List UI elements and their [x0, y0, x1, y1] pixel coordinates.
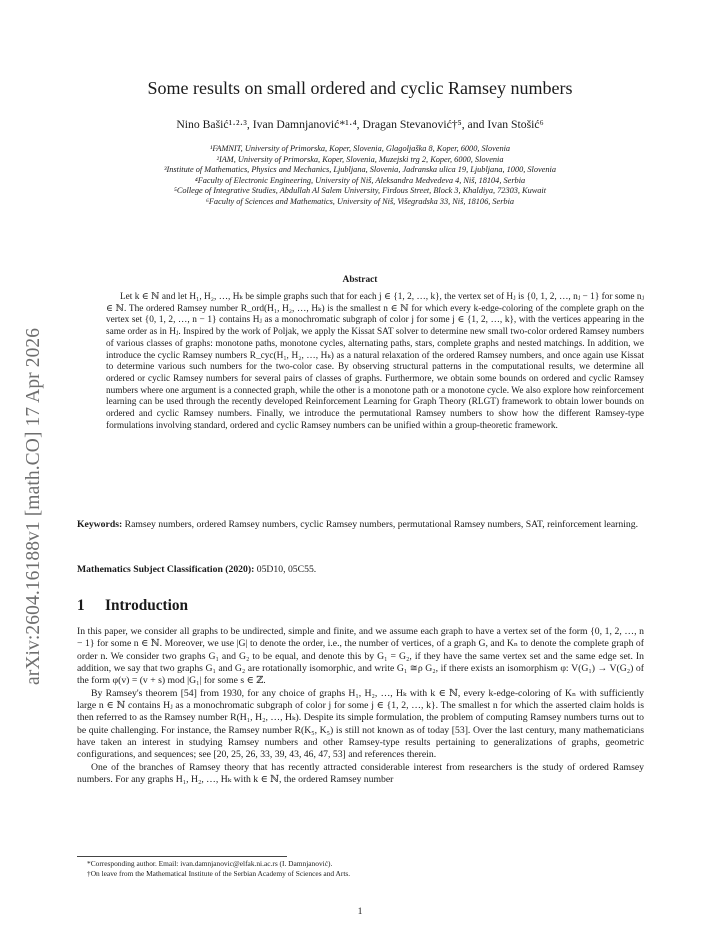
footnote: †On leave from the Mathematical Institute of the Serbian Academy of Sciences and Arts.: [87, 869, 351, 878]
paragraph: By Ramsey's theorem [54] from 1930, for any choice of graphs H₁, H₂, …, Hₖ with k ∈ ℕ, every k-edge-coloring of Kₙ with sufficiently large n ∈ ℕ contains Hⱼ as a monochromatic subgraph of color j for some j ∈ {1, 2, …, k}. The smallest n for which the asserted claim holds is then referred to as the Ramsey number R(H₁, H₂, …, Hₖ). Despite its simple formulation, the problem of computing Ramsey numbers turns out to be quite challenging. For instance, the Ramsey number R(K₅, K₅) is still not known as of today [53]. Over the last century, many mathematicians have taken an interest in studying Ramsey numbers and other Ramsey-type results pertaining to generalizations of graphs, geometric configurations, and sequences; see [20, 25, 26, 33, 39, 43, 46, 47, 53] and references therein.: [77, 687, 644, 761]
msc-label: Mathematics Subject Classification (2020):: [77, 564, 255, 575]
msc-classification: [77, 564, 644, 575]
section-number: 1: [77, 597, 85, 614]
section-title: Introduction: [105, 597, 189, 614]
footnote: *Corresponding author. Email: ivan.damnjanovic@elfak.ni.ac.rs (I. Damnjanović).: [87, 859, 333, 868]
footnotes: [87, 859, 644, 879]
affiliation-6: ⁶Faculty of Sciences and Mathematics, University of Niš, Višegradska 33, Niš, 18106, Serbia: [205, 196, 515, 206]
paper-title: Some results on small ordered and cyclic Ramsey numbers: [147, 78, 573, 98]
paragraph: In this paper, we consider all graphs to be undirected, simple and finite, and we assume each graph to have a vertex set of the form {0, 1, 2, …, n − 1} for some n ∈ ℕ. Moreover, we use |G| to denote the order, i.e., the number of vertices, of a graph G, and Kₙ to denote the complete graph of order n. We consider two graphs G₁ and G₂ to be equal, and denote this by G₁ = G₂, if they have the same vertex set and the same edge set. In addition, we say that two graphs G₁ and G₂ are rotationally isomorphic, and write G₁ ≅ρ G₂, if there exists an isomorphism φ: V(G₁) → V(G₂) of the form φ(v) = (v + s) mod |G₁| for some s ∈ ℤ.: [77, 626, 644, 687]
affiliation-4: ⁴Faculty of Electronic Engineering, University of Niš, Aleksandra Medvedeva 4, Niš, 18104, Serbia: [194, 175, 526, 185]
msc-text: 05D10, 05C55.: [256, 564, 317, 575]
section-heading: [77, 597, 188, 615]
affiliation-5: ⁵College of Integrative Studies, Abdullah Al Salem University, Firdous Street, Block 3, Khaldiya, 72303, Kuwait: [173, 186, 547, 196]
paragraph: One of the branches of Ramsey theory that has recently attracted considerable interest from researchers is the study of ordered Ramsey numbers. For any graphs H₁, H₂, …, Hₖ with k ∈ ℕ, the ordered Ramsey number: [77, 761, 644, 786]
affiliation-3: ³Institute of Mathematics, Physics and Mechanics, Ljubljana, Slovenia, Jadranska ulica 19, Ljubljana, 1000, Slovenia: [164, 165, 556, 175]
page-number: 1: [357, 906, 363, 917]
affiliations: [0, 144, 720, 208]
footnote-rule: [77, 856, 287, 857]
affiliation-1: ¹FAMNIT, University of Primorska, Koper, Slovenia, Glagoljaška 8, Koper, 6000, Slovenia: [209, 144, 511, 153]
keywords-text: Ramsey numbers, ordered Ramsey numbers, cyclic Ramsey numbers, permutational Ramsey numbers, SAT, reinforcement learning.: [124, 519, 639, 530]
arxiv-stamp: arXiv:2604.16188v1 [math.CO] 17 Apr 2026: [23, 327, 44, 685]
author-list: Nino Bašić¹·²·³, Ivan Damnjanović*¹·⁴, Dragan Stevanović†⁵, and Ivan Stošić⁶: [176, 118, 544, 131]
abstract-text: Let k ∈ ℕ and let H₁, H₂, …, Hₖ be simple graphs such that for each j ∈ {1, 2, …, k}, the vertex set of Hⱼ is {0, 1, 2, …, nⱼ − 1} for some nⱼ ∈ ℕ. The ordered Ramsey number R_ord(H₁, H₂, …, Hₖ) is the smallest n ∈ ℕ for which every k-edge-coloring of the complete graph on the vertex set {0, 1, 2, …, n − 1} contains Hⱼ as a monochromatic subgraph of color j for some j ∈ {1, 2, …, k}, with the vertices appearing in the same order as in Hⱼ. Inspired by the work of Poljak, we apply the Kissat SAT solver to determine new small two-color ordered Ramsey numbers of various classes of graphs: monotone paths, monotone cycles, alternating paths, stars, complete graphs and nested matchings. In addition, we introduce the cyclic Ramsey numbers R_cyc(H₁, H₂, …, Hₖ) as a natural relaxation of the ordered Ramsey numbers, and once again use Kissat to determine various such numbers for the two-color case. By observing structural patterns in the computational results, we determine all ordered or cyclic Ramsey numbers for several pairs of classes of graphs. Furthermore, we obtain some bounds on ordered and cyclic Ramsey numbers where one argument is a connected graph, while the other is a monotone path or a monotone cycle. We also explore how reinforcement learning can be used through the recently developed Reinforcement Learning for Graph Theory (RLGT) framework to obtain lower bounds on ordered and cyclic Ramsey numbers. Finally, we introduce the permutational Ramsey numbers to show how the different Ramsey-type formulations involving standard, ordered and cyclic Ramsey numbers can be unified within a group-theoretic framework.: [106, 292, 644, 431]
affiliation-2: ²IAM, University of Primorska, Koper, Slovenia, Muzejski trg 2, Koper, 6000, Slovenia: [216, 154, 504, 164]
keywords: [77, 519, 644, 532]
abstract: [106, 292, 644, 432]
keywords-label: Keywords:: [77, 519, 123, 530]
abstract-heading: Abstract: [342, 275, 378, 285]
body-text: [77, 626, 644, 786]
